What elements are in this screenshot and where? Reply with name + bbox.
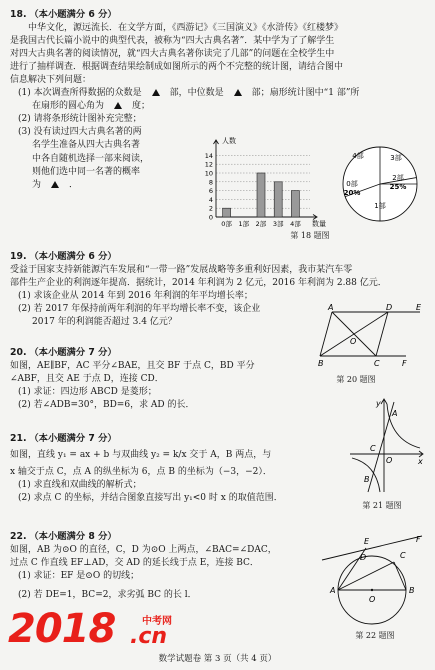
line-ac (338, 562, 394, 590)
page-footer: 数学试题卷 第 3 页（共 4 页） (158, 654, 277, 664)
y-axis-label: 人数 (222, 137, 236, 145)
question-number: 18. (10, 9, 27, 20)
bar (291, 191, 299, 217)
paragraph: 中华文化，源远流长．在文学方面，《西游记》《三国演义》《水浒传》《红楼梦》 (28, 23, 344, 34)
subquestion-1: (1) 求直线和双曲线的解析式； (18, 480, 142, 491)
paragraph: 对四大古典名著的阅读情况，就“四大古典名著你读完了几部”的问题在全校学生中 (10, 49, 335, 60)
slice-percent: 20% (343, 189, 361, 197)
figure-caption: 第 22 题图 (355, 631, 395, 640)
label-y: y (376, 399, 381, 408)
paragraph: 信息解决下列问题： (10, 75, 92, 86)
label-e: E (416, 304, 422, 312)
slice-label: 3部 (390, 154, 402, 162)
subquestion-2: (2) 请将条形统计图补充完整； (18, 114, 142, 125)
tick-label: 8 (208, 178, 213, 187)
text: ． (69, 179, 79, 190)
paragraph: 过点 C 作直线 EF⊥AD，交 AD 的延长线于点 E，连接 BC． (10, 558, 259, 569)
text: 部，中位数是 (169, 88, 224, 99)
paragraph: 如图，AE∥BF，AC 平分∠BAE，且交 BF 于点 C，BD 平分 (10, 361, 255, 372)
question-score: （本小题满分 6 分） (29, 251, 117, 262)
question-number: 22. (10, 531, 27, 542)
watermark-site: 中考网 (142, 616, 172, 627)
blank-triangle-icon (234, 89, 242, 96)
label-o: O (369, 595, 376, 604)
text: 2017 年的利润能否超过 3.4 亿元？ (32, 317, 177, 328)
bar (223, 208, 231, 217)
text: 中各自随机选择一部来阅读， (32, 153, 150, 164)
watermark-logo: 2018 (8, 606, 116, 652)
label-a: A (330, 586, 336, 595)
subquestion-1: (1) 求证：四边形 ABCD 是菱形； (18, 387, 157, 398)
tick-label: 10 (204, 169, 213, 178)
category-label: 4部 (290, 220, 301, 228)
bar (257, 173, 265, 217)
text: (1) 本次调查所得数据的众数是 (18, 88, 142, 99)
text: 度； (132, 101, 151, 112)
text: 名学生准备从四大古典名著 (32, 140, 141, 151)
question-score: （本小题满分 8 分） (29, 531, 117, 542)
label-f: F (416, 535, 421, 544)
figure-22 (320, 532, 425, 630)
label-x: x (418, 457, 423, 466)
paragraph: 是我国古代长篇小说中的典型代表，被称为“四大古典名著”．某中学为了了解学生 (10, 36, 335, 47)
subquestion-2: (2) 求点 C 的坐标，并结合图象直接写出 y₁<0 时 x 的取值范围． (18, 493, 283, 504)
text: 为 (32, 179, 42, 190)
question-score: （本小题满分 7 分） (29, 347, 117, 358)
label-b: B (364, 475, 370, 484)
slice-percent: 25% (389, 183, 407, 191)
label-b: B (318, 359, 324, 368)
text: 部；扇形统计图中“1 部”所 (251, 88, 360, 99)
paragraph: 如图，直线 y₁ = ax + b 与双曲线 y₂ = k/x 交于 A，B 两点，与 (10, 450, 272, 461)
question-score: （本小题满分 7 分） (29, 433, 117, 444)
slice-label: 1部 (374, 202, 386, 210)
paragraph: 如图，AB 为⊙O 的直径，C，D 为⊙O 上两点，∠BAC=∠DAC， (10, 545, 277, 556)
question-number: 20. (10, 347, 27, 358)
subquestion-1: (1) 求证：EF 是⊙O 的切线； (18, 571, 140, 582)
subquestion-1 (10, 87, 425, 100)
subquestion-2: (2) 若 DE=1，BC=2，求劣弧 BC 的长 l． (18, 590, 197, 601)
label-f: F (402, 359, 407, 368)
subquestion-1: (1) 求该企业从 2014 年到 2016 年利润的年平均增长率； (18, 291, 253, 302)
subquestion-1-cont (10, 100, 425, 113)
slice-label: 0部 (346, 180, 358, 188)
category-label: 2部 (255, 220, 267, 228)
tick-label: 2 (208, 204, 213, 213)
figure-20 (316, 304, 426, 376)
paragraph: 进行了抽样调查．根据调查结果绘制成如图所示的两个不完整的统计图，请结合图中 (10, 62, 344, 73)
blank-triangle-icon (114, 102, 122, 109)
question-score: （本小题满分 6 分） (29, 9, 117, 20)
paragraph: ∠ABF，且交 AE 于点 D，连接 CD． (10, 374, 164, 385)
subquestion-3: (3) 没有读过四大古典名著的两 (18, 127, 142, 138)
blank-triangle-icon (51, 181, 59, 188)
label-o: O (350, 337, 357, 346)
label-e: E (364, 537, 370, 546)
label-c: C (374, 359, 380, 368)
category-label: 3部 (272, 220, 284, 228)
label-a: A (392, 409, 398, 418)
tick-label: 6 (208, 187, 213, 196)
tick-label: 0 (208, 213, 213, 222)
category-label: 0部 (221, 220, 232, 228)
paragraph: 受益于国家支持新能源汽车发展和“一带一路”发展战略等多重利好因素，我市某汽车零 (10, 265, 353, 276)
slice-label: 4部 (352, 152, 364, 160)
figure-caption: 第 20 题图 (336, 375, 376, 384)
line-cb (394, 562, 406, 590)
watermark-domain: .cn (130, 624, 168, 649)
question-number: 19. (10, 251, 27, 262)
blank-triangle-icon (152, 89, 160, 96)
pie-chart (336, 144, 424, 224)
figure-21 (346, 396, 426, 496)
label-o: O (386, 456, 393, 465)
paragraph: 部件生产企业的利润逐年提高．据统计，2014 年利润为 2 亿元，2016 年利润为 2.88 亿元． (10, 278, 387, 289)
tick-label: 12 (204, 160, 213, 169)
label-d: D (360, 553, 367, 562)
figure-caption: 第 21 题图 (362, 501, 402, 510)
x-axis-label: 数量 (312, 220, 326, 228)
center-dot (371, 589, 373, 591)
label-d: D (386, 304, 393, 312)
figure-caption: 第 18 题图 (290, 231, 330, 240)
label-b: B (409, 586, 415, 595)
slice-label: 2部 (392, 174, 404, 182)
bar-chart (198, 137, 336, 229)
label-c: C (400, 551, 406, 560)
text: 则他们选中同一名著的概率 (32, 166, 141, 177)
paragraph: x 轴交于点 C，点 A 的纵坐标为 6，点 B 的坐标为（−3，−2）． (10, 467, 272, 478)
tick-label: 14 (204, 151, 213, 160)
category-label: 1部 (238, 220, 250, 228)
bar (274, 182, 282, 217)
label-c: C (370, 444, 376, 453)
tick-label: 4 (208, 195, 213, 204)
question-number: 21. (10, 433, 27, 444)
subquestion-2: (2) 若∠ADB=30°，BD=6，求 AD 的长． (18, 400, 195, 411)
subquestion-2: (2) 若 2017 年保持前两年利润的年平均增长率不变，该企业 (18, 304, 261, 315)
label-a: A (328, 304, 334, 312)
text: 在扇形的圆心角为 (32, 101, 105, 112)
